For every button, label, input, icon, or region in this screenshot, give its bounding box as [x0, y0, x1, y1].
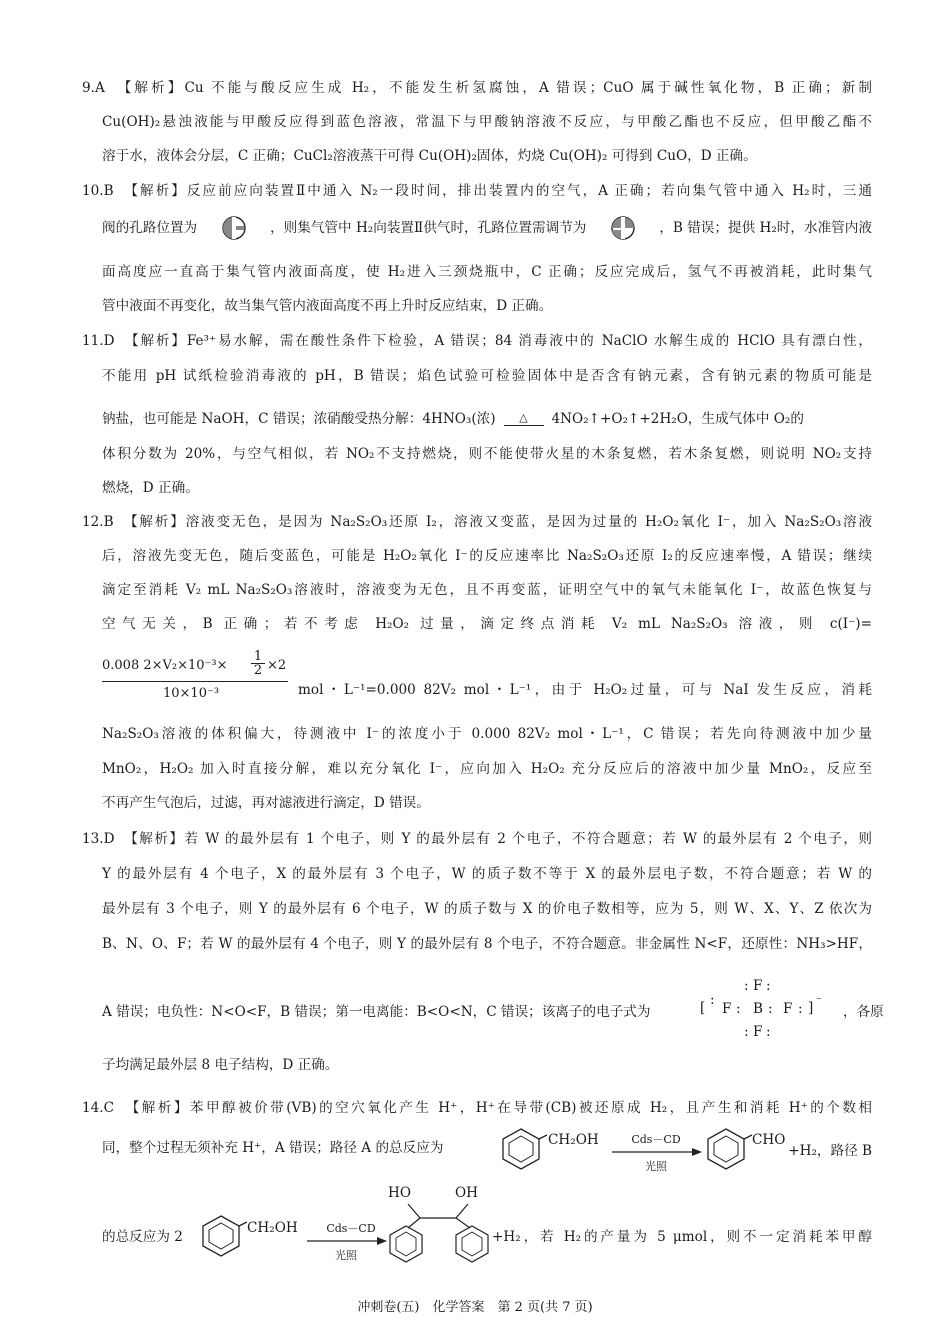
bond-dots: :: [768, 1001, 773, 1017]
q14-line-2a: 同，整个过程无须补充 H⁺，A 错误；路径 A 的总反应为: [102, 1140, 444, 1156]
q14-plus-h2: +H₂，路径 B: [788, 1143, 872, 1159]
bf4-lewis-structure: [700, 970, 840, 1050]
q13-line-5b: ，各原: [843, 1004, 884, 1020]
q12-line-2: 后，溶液先变无色，随后变蓝色，可能是 H₂O₂氧化 I⁻的反应速率比 Na₂S₂O₃还原 I₂的反应速率慢，A 错误；继续: [102, 548, 872, 564]
page-footer: 冲刺卷(五) 化学答案 第 2 页(共 7 页): [357, 1300, 593, 1315]
lewis-f-left: F: [722, 1001, 732, 1017]
q12-line-8: 不再产生气泡后，过滤，再对滤液进行滴定，D 错误。: [102, 795, 430, 811]
catalyst-label: Cds－CD: [631, 1133, 681, 1146]
q14-line-3a: 的总反应为 2: [102, 1229, 183, 1245]
light-condition-label: 光照: [645, 1160, 667, 1173]
q12-line-3: 滴定至消耗 V₂ mL Na₂S₂O₃溶液时，溶液变为无色，且不再变蓝，证明空气中的氧气未能氧化 I⁻，故蓝色恢复与: [102, 582, 872, 598]
lone-pair-dots: :: [766, 978, 771, 994]
q13-line-6: 子均满足最外层 8 电子结构，D 正确。: [102, 1057, 339, 1073]
q11-line-3a: 钠盐，也可能是 NaOH，C 错误；浓硝酸受热分解：4HNO₃(浓): [102, 411, 496, 427]
q12-line-4: 空气无关，B 正确；若不考虑 H₂O₂ 过量，滴定终点消耗 V₂ mL Na₂S₂O₃ 溶液，则 c(I⁻)=: [102, 616, 872, 632]
lewis-f-bottom: F: [753, 1024, 763, 1040]
q10-line-2: [102, 215, 872, 241]
q12-line-7: MnO₂，H₂O₂ 加入时直接分解，难以充分氧化 I⁻，应向加入 H₂O₂ 充分反应后的溶液中加少量 MnO₂，反应至: [102, 761, 872, 777]
right-bracket: ]: [808, 1000, 814, 1016]
fraction-numerator: [102, 658, 228, 673]
half-fraction: [251, 650, 265, 677]
q10-line-1: 10.B 【解析】反应前应向装置Ⅱ中通入 N₂一段时间，排出装置内的空气，A 正确；若向集气管中通入 H₂时，三通: [82, 183, 872, 199]
q12-line-6: Na₂S₂O₃溶液的体积偏大，待测液中 I⁻的浓度小于 0.000 82V₂ mol・L⁻¹，C 错误；若先向待测液中加少量: [102, 726, 872, 742]
lone-pair-dots: :: [744, 978, 749, 994]
q10-line-2b: ，则集气管中 H₂向装置Ⅱ供气时，孔路位置需调节为: [270, 220, 587, 236]
numerator-part-a: 0.008 2×V₂×10⁻³×: [102, 658, 228, 673]
q11-line-5: 燃烧，D 正确。: [102, 480, 199, 496]
q14-line-1: 14.C 【解析】苯甲醇被价带(VB)的空穴氧化产生 H⁺，H⁺在导带(CB)被还原成 H₂，且产生和消耗 H⁺的个数相: [82, 1100, 872, 1116]
reaction-arrow-icon: [307, 1236, 387, 1246]
q11-line-3b: 4NO₂↑+O₂↑+2H₂O，生成气体中 O₂的: [551, 411, 804, 427]
fraction-denominator: 10×10⁻³: [163, 686, 220, 701]
numerator-part-b: ×2: [267, 658, 287, 673]
hydrobenzoin-structure: [384, 1200, 496, 1270]
lewis-f-right: F: [783, 1001, 793, 1017]
q13-line-1: 13.D 【解析】若 W 的最外层有 1 个电子，则 Y 的最外层有 2 个电子，不符合题意；若 W 的最外层有 2 个电子，则: [82, 831, 872, 847]
q11-line-4: 体积分数为 20%，与空气相似，若 NO₂不支持燃烧，则不能使带火星的木条复燃，若木条复燃，则说明 NO₂支持: [102, 446, 872, 462]
q14-line-3b: +H₂，若 H₂的产量为 5 μmol，则不一定消耗苯甲醇: [492, 1229, 872, 1245]
q13-line-3: 最外层有 3 个电子，则 Y 的最外层有 6 个电子，W 的质子数与 X 的价电子数相等，应为 5，则 W、X、Y、Z 依次为: [102, 901, 872, 917]
lone-pair-dots: :: [798, 1001, 803, 1017]
half-numerator: 1: [253, 649, 263, 664]
bond-dots: :: [736, 1001, 741, 1017]
lone-pair-dots: :: [766, 1024, 771, 1040]
heat-condition: [502, 412, 546, 426]
q9-line-3: 溶于水，液体会分层，C 正确；CuCl₂溶液蒸干可得 Cu(OH)₂固体，灼烧 Cu(OH)₂ 可得到 CuO，D 正确。: [102, 148, 757, 164]
q10-line-2c: ，B 错误；提供 H₂时，水准管内液: [659, 220, 872, 236]
lone-pair-dots: :: [744, 1024, 749, 1040]
fraction-bar: [102, 681, 288, 682]
valve-position-2-icon: [610, 215, 636, 241]
q13-line-4: B、N、O、F；若 W 的最外层有 4 个电子，则 Y 的最外层有 8 个电子，不符合题意。非金属性 N<F，还原性：NH₃>HF，: [102, 936, 872, 952]
lewis-charge: ⁻: [816, 994, 822, 1007]
q11-line-1: 11.D 【解析】Fe³⁺易水解，需在酸性条件下检验，A 错误；84 消毒液中的 NaClO 水解生成的 HClO 具有漂白性，: [82, 333, 872, 349]
q11-line-2: 不能用 pH 试纸检验消毒液的 pH，B 错误；焰色试验可检验固体中是否含有钠元素，含有钠元素的物质可能是: [102, 368, 872, 384]
q12-line-1: 12.B 【解析】溶液变无色，是因为 Na₂S₂O₃还原 I₂，溶液又变蓝，是因为过量的 H₂O₂氧化 I⁻，加入 Na₂S₂O₃溶液: [82, 514, 872, 530]
ho-label: HO: [388, 1185, 411, 1201]
q12-line-5: mol・L⁻¹=0.000 82V₂ mol・L⁻¹，由于 H₂O₂过量，可与 NaI 发生反应，消耗: [298, 682, 872, 698]
cho-group: CHO: [752, 1132, 786, 1148]
light-condition-label: 光照: [335, 1249, 357, 1262]
oh-label: OH: [455, 1185, 478, 1201]
left-bracket: [: [700, 1000, 706, 1016]
reaction-arrow-icon: [612, 1147, 702, 1157]
benzene-ring-icon: [702, 1126, 752, 1170]
benzene-ring-icon: [497, 1126, 547, 1170]
q11-line-3: [102, 409, 872, 429]
ch2oh-group: CH₂OH: [548, 1132, 599, 1148]
benzene-ring-icon: [197, 1213, 247, 1257]
q9-line-1: 9.A 【解析】Cu 不能与酸反应生成 H₂，不能发生析氢腐蚀，A 错误；CuO 属于碱性氧化物，B 正确；新制: [82, 80, 872, 96]
q10-line-2a: 阀的孔路位置为: [102, 220, 198, 236]
catalyst-label: Cds－CD: [326, 1222, 376, 1235]
q13-line-5a: A 错误；电负性：N<O<F，B 错误；第一电离能：B<O<N，C 错误；该离子的电子式为: [102, 1004, 651, 1020]
lewis-f-top: F: [753, 978, 763, 994]
equals-bar: [504, 425, 544, 426]
q10-line-3: 面高度应一直高于集气管内液面高度，使 H₂进入三颈烧瓶中，C 正确；反应完成后，氢气不再被消耗，此时集气: [102, 264, 872, 280]
heat-symbol: △: [519, 411, 528, 424]
valve-position-1-icon: [221, 215, 247, 241]
ch2oh-group: CH₂OH: [247, 1220, 298, 1236]
lone-pair-dots: :: [710, 992, 715, 1008]
q13-line-2: Y 的最外层有 4 个电子，X 的最外层有 3 个电子，W 的质子数不等于 X 的最外层电子数，不符合题意；若 W 的: [102, 866, 872, 882]
half-denominator: 2: [251, 663, 265, 677]
lewis-b-center: B: [753, 1001, 763, 1017]
q9-line-2: Cu(OH)₂悬浊液能与甲酸反应得到蓝色溶液，常温下与甲酸钠溶液不反应，与甲酸乙酯也不反应，但甲酸乙酯不: [102, 114, 872, 130]
q10-line-4: 管中液面不再变化，故当集气管内液面高度不再上升时反应结束，D 正确。: [102, 298, 553, 314]
